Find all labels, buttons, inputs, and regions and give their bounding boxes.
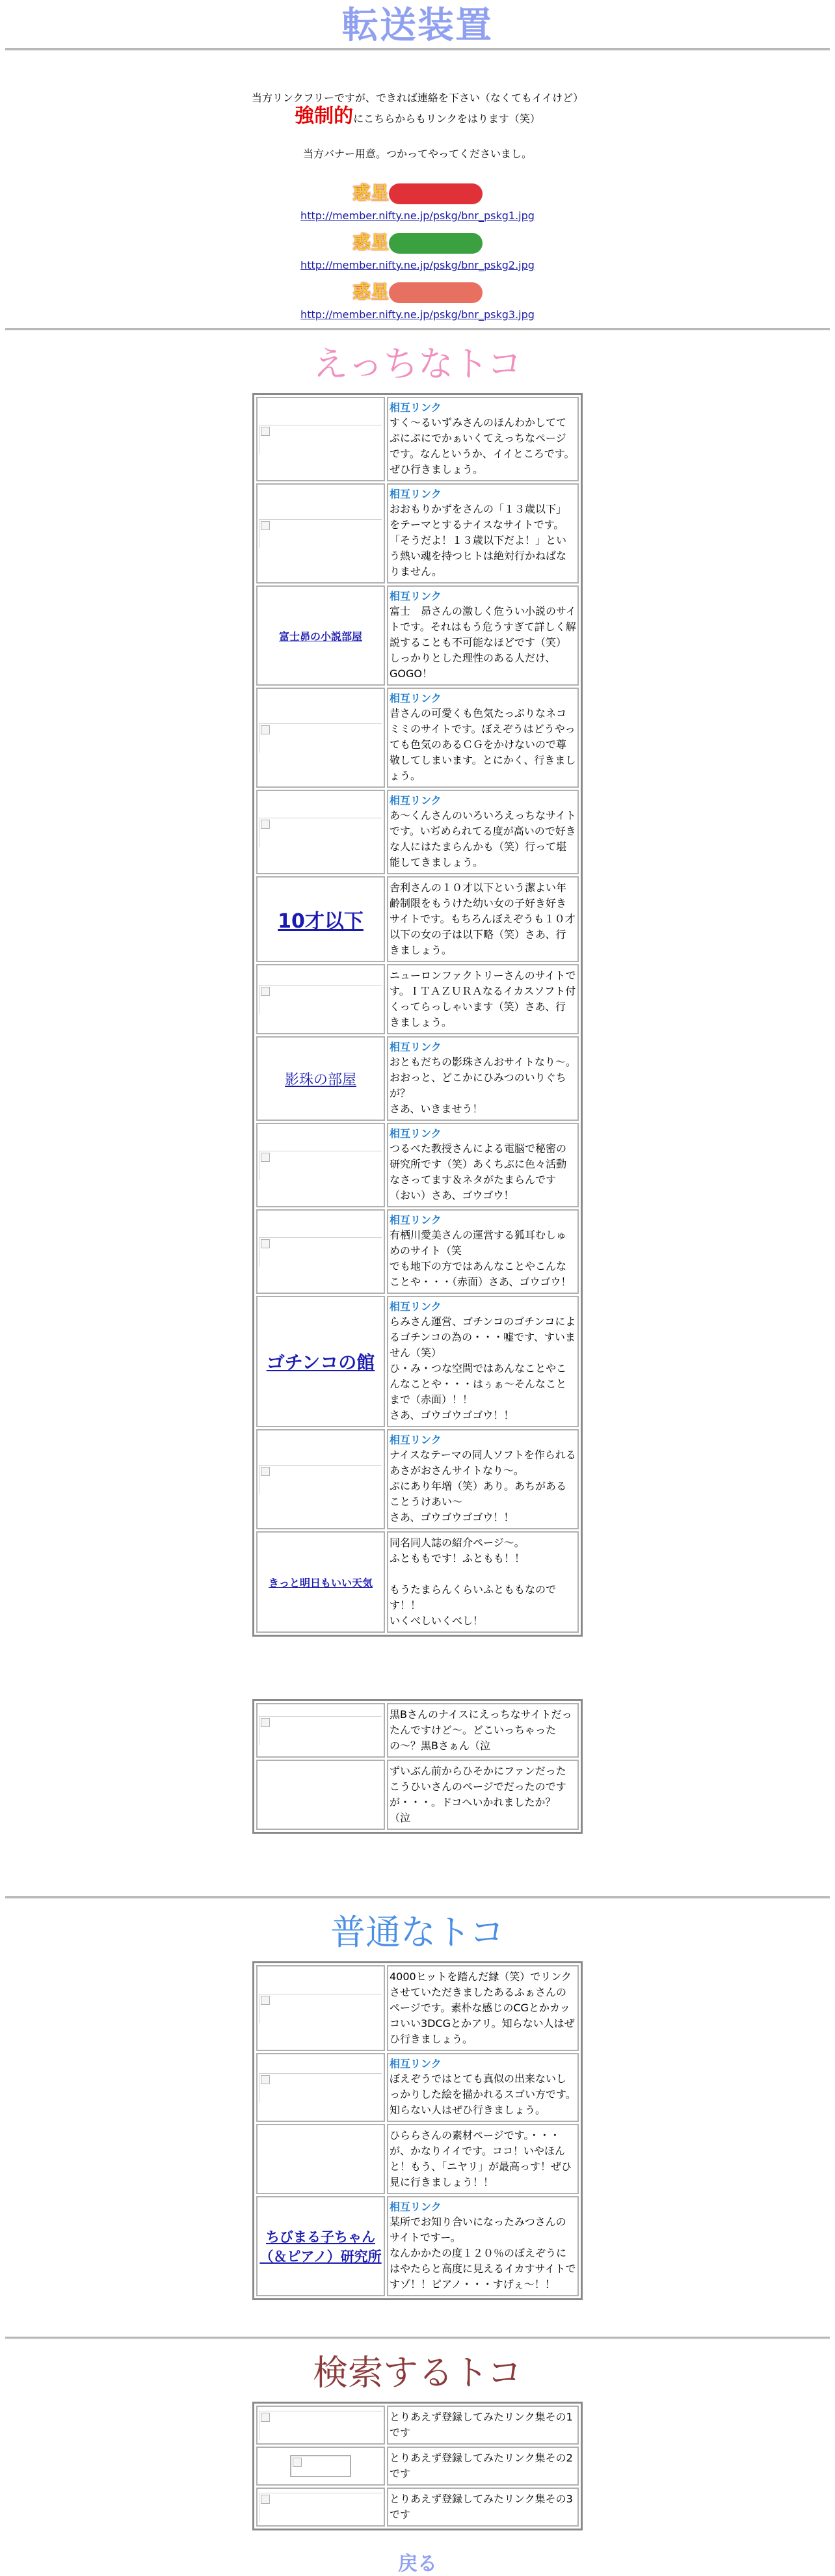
- site-banner-image[interactable]: [259, 723, 382, 753]
- link-description: 有栖川愛美さんの運営する狐耳むしゅめのサイト（笑 でも地下の方ではあんなことやこんなことや・・・（赤面）さあ、ゴウゴウ！: [389, 1229, 572, 1288]
- link-description: おおもりかずをさんの「１３歳以下」をテーマとするナイスなサイトです。「そうだよ！１３歳以下だよ！」という熱い魂を持つヒトは絶対行かねばなりません。: [389, 503, 566, 578]
- site-banner-image[interactable]: [259, 425, 382, 454]
- divider: [5, 328, 830, 330]
- link-policy-text: 当方リンクフリーですが、できれば連絡を下さい（なくてもイイけど）: [251, 92, 584, 104]
- link-description: とりあえず登録してみたリンク集その1です: [389, 2411, 573, 2439]
- site-banner-image[interactable]: [259, 2493, 382, 2522]
- table-row: [256, 1965, 579, 2051]
- banner-list: [0, 180, 835, 321]
- table-row: [256, 1123, 579, 1207]
- link-description: ぼえぞうではとても真似の出来ないしっかりした絵を描かれるスゴい方です。知らない人はぜひ行きましょう。: [389, 2073, 576, 2116]
- banner-note: 当方バナー用意。つかってやってくださいまし。: [302, 148, 532, 160]
- banner-url-1[interactable]: http://member.nifty.ne.jp/pskg/bnr_pskg1.jpg: [300, 209, 535, 222]
- table-row: [256, 790, 579, 874]
- link-description-cell: [387, 2488, 579, 2527]
- site-banner-image[interactable]: [259, 2073, 382, 2102]
- link-banner-cell: [256, 1965, 385, 2051]
- site-banner-image[interactable]: [259, 1716, 382, 1745]
- link-banner-cell: [256, 585, 385, 686]
- page-title: 転送装置: [342, 5, 493, 47]
- link-banner-cell: [256, 1209, 385, 1294]
- link-description: 昔さんの可愛くも色気たっぷりなネコミミのサイトです。ぼえぞうはどうやっても色気のあるＣＧをかけないので尊敬してしまいます。とにかく、行きましょう。: [389, 707, 576, 782]
- mutual-link-badge: 相互リンク: [389, 1434, 442, 1446]
- table-row: [256, 688, 579, 788]
- link-description: 舎利さんの１０才以下という潔よい年齢制限をもうけた幼い女の子好き好きサイトです。もちろんぼえぞうも１０才以下の女の子は以下略（笑）さあ、行きましょう。: [389, 881, 576, 956]
- link-description-cell: [387, 1296, 579, 1427]
- site-banner-image[interactable]: [259, 1151, 382, 1180]
- link-description-cell: [387, 1036, 579, 1121]
- link-section: [0, 2337, 835, 2530]
- site-banner-image[interactable]: [290, 2455, 351, 2477]
- link-banner-cell: [256, 397, 385, 481]
- link-description-cell: [387, 397, 579, 481]
- link-description-cell: [387, 964, 579, 1034]
- link-description: あ〜くんさんのいろいろえっちなサイトです。いぢめられてる度が高いので好きな人にはたまらんかも（笑）行って堪能してきましょう。: [389, 809, 576, 868]
- link-description-cell: [387, 2053, 579, 2122]
- link-description-cell: [387, 2124, 579, 2194]
- link-description-cell: [387, 483, 579, 584]
- link-description: 黒Bさんのナイスにえっちなサイトだったんですけど〜。どこいっちゃったの〜？黒Bさぁん（泣: [389, 1708, 572, 1752]
- link-description: とりあえず登録してみたリンク集その2です: [389, 2452, 573, 2480]
- site-banner-image[interactable]: [259, 2411, 382, 2440]
- link-description-cell: [387, 688, 579, 788]
- link-table: [252, 393, 583, 1637]
- link-banner-cell: [256, 688, 385, 788]
- link-description: すく〜るいずみさんのほんわかしててぷにぷにでかぁいくてえっちなページです。なんというか、イイところです。ぜひ行きましょう。: [389, 416, 575, 476]
- link-description-cell: [387, 1123, 579, 1207]
- table-row: [256, 483, 579, 584]
- divider: [5, 2337, 830, 2339]
- link-banner-cell: [256, 2406, 385, 2445]
- intro: [0, 51, 835, 321]
- table-row: [256, 1760, 579, 1830]
- mutual-link-badge: 相互リンク: [389, 488, 442, 500]
- site-banner-image[interactable]: [259, 519, 382, 548]
- mutual-link-badge: 相互リンク: [389, 692, 442, 704]
- link-description-cell: [387, 876, 579, 962]
- banner-url-3[interactable]: http://member.nifty.ne.jp/pskg/bnr_pskg3.jpg: [300, 308, 535, 321]
- mutual-link-badge: 相互リンク: [389, 1300, 442, 1313]
- link-description: 某所でお知り合いになったみつさんのサイトですー。 なんかかたの度１２０％のぼえぞうにはやたらと高度に見えるイカすサイトですゾ！！ピアノ・・・すげぇ〜！！: [389, 2216, 576, 2290]
- link-policy-text-2: 強制的にこちらからもリンクをはります（笑）: [295, 105, 540, 127]
- link-banner-cell: [256, 2488, 385, 2527]
- link-banner-cell: [256, 1296, 385, 1427]
- link-banner-cell: [256, 2053, 385, 2122]
- link-description-cell: [387, 1703, 579, 1758]
- banner-image-1[interactable]: 惑星: [352, 180, 483, 207]
- link-banner-cell: [256, 1531, 385, 1633]
- site-banner-image[interactable]: [259, 1994, 382, 2023]
- table-row: [256, 2053, 579, 2122]
- link-description: ニューロンファクトリーさんのサイトです。ＩＴＡＺＵＲＡなるイカスソフト付くってらっしゃいます（笑）さあ、行きましょう。: [389, 969, 576, 1028]
- link-banner-cell: [256, 483, 385, 584]
- link-description-cell: [387, 1429, 579, 1529]
- site-link[interactable]: ちびまる子ちゃん（＆ピアノ）研究所: [259, 2229, 382, 2264]
- table-row: [256, 1209, 579, 1294]
- link-banner-cell: [256, 1429, 385, 1529]
- section-title: えっちなトコ: [313, 343, 522, 384]
- table-row: [256, 397, 579, 481]
- link-description: ずいぶん前からひそかにファンだったこうひいさんのページでだったのですが・・・。ドコへいかれましたか？（泣: [389, 1765, 566, 1824]
- link-section: [0, 1699, 835, 1834]
- link-table: [252, 2402, 583, 2530]
- site-link[interactable]: 富士昴の小説部屋: [278, 630, 362, 643]
- site-banner-image[interactable]: [259, 985, 382, 1014]
- mutual-link-badge: 相互リンク: [389, 2058, 442, 2070]
- site-link[interactable]: 影珠の部屋: [284, 1071, 356, 1088]
- site-link[interactable]: きっと明日もいい天気: [268, 1576, 373, 1589]
- divider: [5, 1896, 830, 1899]
- table-row: [256, 2447, 579, 2486]
- mutual-link-badge: 相互リンク: [389, 2201, 442, 2213]
- table-row: [256, 1296, 579, 1427]
- banner-image-3[interactable]: 惑星: [352, 278, 483, 306]
- link-banner-cell: [256, 790, 385, 874]
- table-row: [256, 1531, 579, 1633]
- link-banner-cell: [256, 2447, 385, 2486]
- mutual-link-badge: 相互リンク: [389, 1127, 442, 1140]
- banner-url-2[interactable]: http://member.nifty.ne.jp/pskg/bnr_pskg2.jpg: [300, 259, 535, 271]
- mutual-link-badge: 相互リンク: [389, 1041, 442, 1053]
- link-description-cell: [387, 2406, 579, 2445]
- emphasis-text: 強制的: [295, 105, 354, 127]
- link-banner-cell: [256, 2196, 385, 2296]
- mutual-link-badge: 相互リンク: [389, 794, 442, 807]
- link-description: つるべた教授さんによる電脳で秘密の研究所です（笑）あくちぶに色々活動なさってます＆ネタがたまらんです（おい）さあ、ゴウゴウ！: [389, 1142, 566, 1201]
- link-section: [0, 341, 835, 1637]
- link-banner-cell: [256, 876, 385, 962]
- mutual-link-badge: 相互リンク: [389, 590, 442, 602]
- link-description: 富士 昴さんの激しく危うい小説のサイトです。それはもう危うすぎて詳しく解説することも不可能なほどです（笑）しっかりとした理性のある人だけ、GOGO！: [389, 605, 576, 680]
- link-table: [252, 1961, 583, 2300]
- table-row: [256, 1429, 579, 1529]
- table-row: [256, 2196, 579, 2296]
- link-banner-cell: [256, 1760, 385, 1830]
- table-row: [256, 2406, 579, 2445]
- link-banner-cell: [256, 2124, 385, 2194]
- link-description: ひららさんの素材ページです。・・・が、かなりイイです。ココ！いやほんと！もう、「ニヤリ」が最高っす！ぜひ見に行きましょう！！: [389, 2129, 572, 2188]
- section-title: 普通なトコ: [330, 1912, 505, 1953]
- site-link[interactable]: 10才以下: [278, 910, 364, 933]
- table-row: [256, 1703, 579, 1758]
- site-banner-image[interactable]: [259, 1237, 382, 1267]
- link-banner-cell: [256, 1123, 385, 1207]
- link-banner-cell: [256, 1703, 385, 1758]
- link-sections: [0, 341, 835, 2530]
- link-description-cell: [387, 1965, 579, 2051]
- link-description-cell: [387, 1531, 579, 1633]
- link-description: おともだちの影珠さんおサイトなり〜。おおっと、どこかにひみつのいりぐちが？ さあ、いきませう！: [389, 1056, 576, 1115]
- link-table: [252, 1699, 583, 1834]
- link-banner-cell: [256, 964, 385, 1034]
- link-description-cell: [387, 2196, 579, 2296]
- link-description-cell: [387, 1209, 579, 1294]
- link-banner-cell: [256, 1036, 385, 1121]
- link-description: とりあえず登録してみたリンク集その3です: [389, 2493, 573, 2521]
- banner-image-2[interactable]: 惑星: [352, 229, 483, 256]
- back-link[interactable]: 戻る: [398, 2553, 437, 2575]
- link-description-cell: [387, 585, 579, 686]
- link-description: ナイスなテーマの同人ソフトを作られるあさがおさんサイトなり〜。 ぷにあり年増（笑）あり。あちがあることうけあい〜 さあ、ゴウゴウゴゴウ！！: [389, 1449, 576, 1523]
- link-description: らみさん運営、ゴチンコのゴチンコによるゴチンコの為の・・・嘘です、すいません（笑） ひ・み・つな空間ではあんなことやこんなことや・・・はぅぁ〜そんなことまで（赤面）！！ さあ、ゴウゴウゴゴウ！！: [389, 1315, 576, 1421]
- table-row: [256, 585, 579, 686]
- link-description: 4000ヒットを踏んだ縁（笑）でリンクさせていただきましたあるふぁさんのページです。素朴な感じのCGとかカッコいい3DCGとかアリ。知らない人はぜひ行きましょう。: [389, 1970, 575, 2045]
- table-row: [256, 964, 579, 1034]
- table-row: [256, 2124, 579, 2194]
- table-row: [256, 1036, 579, 1121]
- section-title: 検索するトコ: [313, 2352, 522, 2393]
- mutual-link-badge: 相互リンク: [389, 401, 442, 414]
- site-banner-image[interactable]: [259, 818, 382, 847]
- site-banner-image[interactable]: [259, 1465, 382, 1494]
- link-description-cell: [387, 790, 579, 874]
- link-section: [0, 1896, 835, 2300]
- link-description-cell: [387, 1760, 579, 1830]
- site-link[interactable]: ゴチンコの館: [266, 1352, 375, 1373]
- table-row: [256, 2488, 579, 2527]
- link-description: 同名同人誌の紹介ページ〜。 ふとももです！ふともも！！ もうたまらんくらいふとももなのです！！ いくべしいくべし！: [389, 1536, 556, 1627]
- mutual-link-badge: 相互リンク: [389, 1214, 442, 1226]
- link-description-cell: [387, 2447, 579, 2486]
- table-row: [256, 876, 579, 962]
